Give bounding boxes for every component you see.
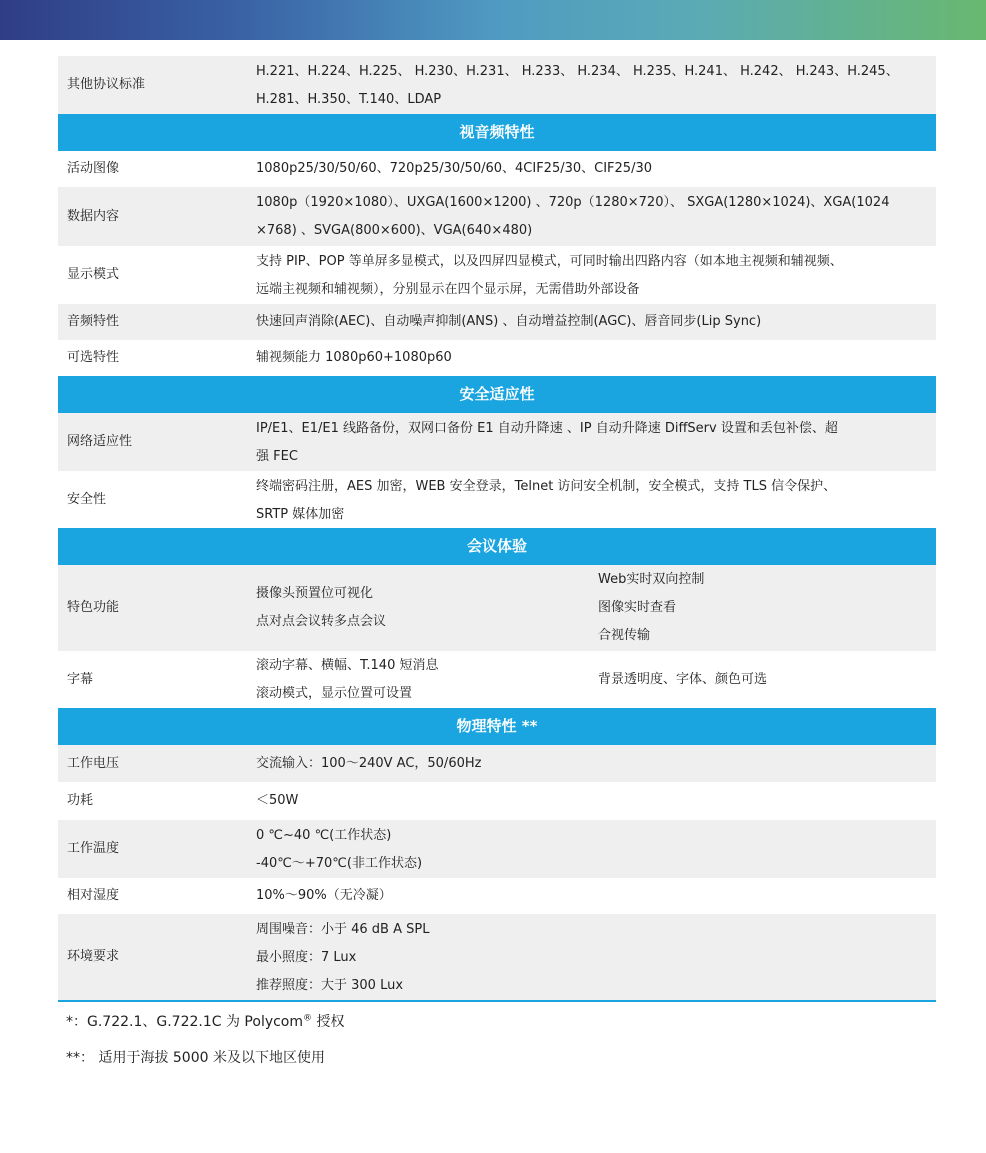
row-label: 活动图像 xyxy=(67,161,120,176)
row-value xyxy=(256,246,936,304)
footnote-1 xyxy=(66,1011,344,1031)
value-line: 滚动模式，显示位置可设置 xyxy=(256,685,413,701)
value-line: 摄像头预置位可视化 xyxy=(256,586,374,601)
row-temperature xyxy=(58,820,936,878)
footnote-text: 授权 xyxy=(312,1014,345,1030)
row-voltage xyxy=(58,745,936,782)
row-value xyxy=(256,413,936,471)
value-line: 周围噪音：小于 46 dB A SPL xyxy=(256,922,430,937)
value-line: 1080p（1920×1080）、UXGA(1600×1200) 、720p（1280×720）、 SXGA(1280×1024)、XGA(1024 xyxy=(256,195,890,210)
value-line: 滚动字幕、横幅、T.140 短消息 xyxy=(256,657,439,673)
value-line: 终端密码注册，AES 加密，WEB 安全登录，Telnet 访问安全机制，安全模式，支持 TLS 信令保护、 xyxy=(256,479,837,494)
value-line: Web实时双向控制 xyxy=(598,572,705,587)
row-features xyxy=(58,565,936,651)
row-value xyxy=(256,782,936,820)
row-data-content xyxy=(58,187,936,246)
footnote-text: *：G.722.1、G.722.1C 为 Polycom xyxy=(66,1014,304,1030)
row-value xyxy=(256,745,936,782)
row-value xyxy=(256,340,936,376)
value-line: 0 ℃~40 ℃(工作状态) xyxy=(256,828,392,843)
value-line: SRTP 媒体加密 xyxy=(256,507,345,522)
value-line: 合视传输 xyxy=(598,628,651,643)
row-value xyxy=(256,820,936,878)
section-header-physical: 物理特性 ** xyxy=(58,708,936,745)
value-line: 点对点会议转多点会议 xyxy=(256,614,387,629)
value-line: 10%～90%（无冷凝） xyxy=(256,888,392,903)
row-label: 环境要求 xyxy=(67,949,120,964)
row-value xyxy=(256,304,936,340)
row-protocols xyxy=(58,56,936,114)
value-line: 远端主视频和辅视频），分别显示在四个显示屏，无需借助外部设备 xyxy=(256,282,640,297)
value-line: 1080p25/30/50/60、720p25/30/50/60、4CIF25/30、CIF25/30 xyxy=(256,161,652,176)
value-line: 背景透明度、字体、颜色可选 xyxy=(598,671,768,687)
row-value xyxy=(256,56,936,114)
value-line: 图像实时查看 xyxy=(598,600,677,615)
row-value xyxy=(256,878,936,914)
registered-mark: ® xyxy=(303,1013,313,1024)
value-column-right xyxy=(598,565,936,651)
section-header-security: 安全适应性 xyxy=(58,376,936,413)
value-line: ＜50W xyxy=(256,793,299,808)
row-label: 其他协议标准 xyxy=(67,77,146,92)
row-value xyxy=(256,651,936,708)
row-humidity xyxy=(58,878,936,914)
row-subtitle xyxy=(58,651,936,708)
value-column-right xyxy=(598,651,936,708)
value-line: 支持 PIP、POP 等单屏多显模式，以及四屏四显模式，可同时输出四路内容（如本地主视频和辅视频、 xyxy=(256,254,843,269)
row-label: 工作温度 xyxy=(67,841,120,856)
value-line: 快速回声消除(AEC)、自动噪声抑制(ANS) 、自动增益控制(AGC)、唇音同步(Lip Sync) xyxy=(256,314,762,329)
value-column-left xyxy=(256,651,598,708)
value-line: 最小照度：7 Lux xyxy=(256,950,357,965)
row-network xyxy=(58,413,936,471)
row-display-mode xyxy=(58,246,936,304)
section-header-meeting: 会议体验 xyxy=(58,528,936,565)
row-label: 网络适应性 xyxy=(67,434,133,449)
row-label: 数据内容 xyxy=(67,208,120,224)
row-optional xyxy=(58,340,936,376)
row-video xyxy=(58,151,936,187)
row-environment xyxy=(58,914,936,1002)
footnote-2: **： 适用于海拔 5000 米及以下地区使用 xyxy=(66,1050,325,1066)
row-power xyxy=(58,782,936,820)
row-label: 显示模式 xyxy=(67,267,120,282)
row-label: 字幕 xyxy=(67,671,94,687)
row-label: 相对湿度 xyxy=(67,888,120,903)
row-label: 安全性 xyxy=(67,491,107,507)
value-column-left xyxy=(256,565,598,651)
row-value xyxy=(256,187,936,246)
value-line: H.281、H.350、T.140、LDAP xyxy=(256,92,442,107)
row-audio xyxy=(58,304,936,340)
row-value xyxy=(256,151,936,187)
value-line: H.221、H.224、H.225、 H.230、H.231、 H.233、 H.234、 H.235、H.241、 H.242、 H.243、H.245、 xyxy=(256,64,899,79)
row-value xyxy=(256,471,936,528)
row-label: 工作电压 xyxy=(67,755,120,771)
row-value xyxy=(256,565,936,651)
value-line: 强 FEC xyxy=(256,449,298,464)
row-security xyxy=(58,471,936,528)
value-line: 辅视频能力 1080p60+1080p60 xyxy=(256,350,452,365)
value-line: 推荐照度：大于 300 Lux xyxy=(256,978,404,993)
spec-table xyxy=(58,56,936,1002)
section-header-av: 视音频特性 xyxy=(58,114,936,151)
row-label: 可选特性 xyxy=(67,350,120,365)
row-label: 特色功能 xyxy=(67,600,120,615)
value-line: ×768) 、SVGA(800×600)、VGA(640×480) xyxy=(256,223,533,238)
header-gradient-bar xyxy=(0,0,986,40)
value-line: IP/E1、E1/E1 线路备份，双网口备份 E1 自动升降速 、IP 自动升降速 DiffServ 设置和丢包补偿、超 xyxy=(256,421,838,436)
row-value xyxy=(256,914,936,1000)
value-line: 交流输入：100～240V AC，50/60Hz xyxy=(256,755,482,771)
row-label: 功耗 xyxy=(67,793,94,808)
value-line: -40℃～+70℃(非工作状态) xyxy=(256,856,423,871)
row-label: 音频特性 xyxy=(67,314,120,329)
